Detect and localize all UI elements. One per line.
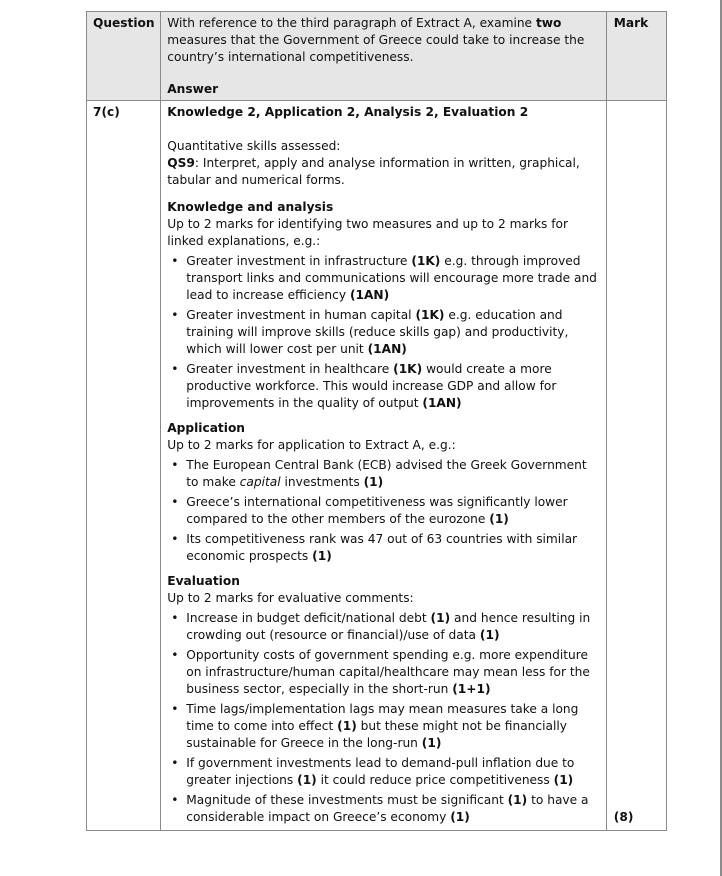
question-emphasis: two <box>535 16 562 30</box>
section-intro: Up to 2 marks for evaluative comments: <box>167 591 414 605</box>
list-item <box>167 792 600 826</box>
mark-allocation: (1) <box>553 773 574 787</box>
question-text <box>167 15 600 66</box>
list-item <box>167 531 600 565</box>
section-heading: Knowledge and analysis <box>167 200 334 214</box>
question-number: 7(c) <box>93 105 120 119</box>
skills-heading: Knowledge 2, Application 2, Analysis 2, Evaluation 2 <box>167 105 529 119</box>
question-text-fragment: measures that the Government of Greece could take to increase the country’s international competitiveness. <box>167 33 585 64</box>
question-column-label: Question <box>93 16 155 30</box>
table-header-row <box>87 12 667 101</box>
bullet-text: Magnitude of these investments must be significant <box>186 793 508 807</box>
mark-allocation: (1) <box>489 512 509 526</box>
quant-skills-intro: Quantitative skills assessed: <box>167 139 341 153</box>
qs-code: QS9 <box>167 156 195 170</box>
mark-header-cell <box>606 12 666 101</box>
marking-sections <box>167 199 600 826</box>
total-mark: (8) <box>613 810 634 824</box>
bullet-text: investments <box>280 475 364 489</box>
bullet-text: If government investments lead to demand-pull inflation due to greater injections <box>186 756 575 787</box>
emphasis-text: capital <box>239 475 281 489</box>
bullet-list <box>167 253 600 412</box>
section-heading: Evaluation <box>167 574 240 588</box>
mark-cell <box>606 101 666 831</box>
question-header-cell <box>87 12 161 101</box>
list-item <box>167 307 600 358</box>
bullet-text: and hence resulting in crowding out (resource or financial)/use of data <box>186 611 591 642</box>
section-intro: Up to 2 marks for identifying two measures and up to 2 marks for linked explanations, e.g.: <box>167 217 569 248</box>
list-item <box>167 253 600 304</box>
bullet-text: Its competitiveness rank was 47 out of 63 countries with similar economic prospects <box>186 532 578 563</box>
list-item <box>167 755 600 789</box>
bullet-text: it could reduce price competitiveness <box>316 773 554 787</box>
question-number-cell <box>87 101 161 831</box>
bullet-text: Greece’s international competitiveness was significantly lower compared to the other members of the eurozone <box>186 495 568 526</box>
mark-allocation: (1K) <box>411 254 441 268</box>
marking-section <box>167 199 600 412</box>
mark-allocation: (1K) <box>415 308 445 322</box>
mark-allocation: (1+1) <box>452 682 491 696</box>
mark-allocation: (1) <box>430 611 451 625</box>
list-item <box>167 494 600 528</box>
mark-allocation: (1AN) <box>349 288 390 302</box>
bullet-text: would create a more productive workforce. This would increase GDP and allow for improvements in the quality of output <box>186 362 557 410</box>
mark-allocation: (1) <box>421 736 442 750</box>
question-text-cell <box>161 12 607 101</box>
bullet-text: Increase in budget deficit/national debt <box>186 611 431 625</box>
mark-allocation: (1K) <box>393 362 423 376</box>
mark-allocation: (1) <box>507 793 528 807</box>
mark-scheme-table <box>86 11 667 831</box>
answer-cell <box>161 101 607 831</box>
list-item <box>167 701 600 752</box>
mark-allocation: (1) <box>337 719 357 733</box>
section-intro: Up to 2 marks for application to Extract A, e.g.: <box>167 438 456 452</box>
table-row <box>87 101 667 831</box>
bullet-text: to have a considerable impact on Greece’s economy <box>186 793 589 824</box>
section-heading: Application <box>167 421 245 435</box>
mark-allocation: (1) <box>479 628 500 642</box>
bullet-text: but these might not be financially sustainable for Greece in the long-run <box>186 719 567 750</box>
mark-allocation: (1) <box>363 475 384 489</box>
list-item <box>167 610 600 644</box>
mark-allocation: (1AN) <box>422 396 462 410</box>
question-text-fragment: With reference to the third paragraph of Extract A, examine <box>167 16 536 30</box>
marking-section <box>167 573 600 826</box>
qs-text: : Interpret, apply and analyse information in written, graphical, tabular and numerical forms. <box>167 156 580 187</box>
bullet-list <box>167 610 600 826</box>
quant-skill-line <box>167 155 600 189</box>
bullet-list <box>167 457 600 565</box>
bullet-text: Greater investment in healthcare <box>186 362 394 376</box>
list-item <box>167 457 600 491</box>
marking-section <box>167 420 600 565</box>
list-item <box>167 647 600 698</box>
list-item <box>167 361 600 412</box>
bullet-text: Greater investment in infrastructure <box>186 254 412 268</box>
mark-column-label: Mark <box>613 16 649 30</box>
bullet-text: The European Central Bank (ECB) advised the Greek Government to make <box>186 458 587 489</box>
mark-allocation: (1) <box>312 549 332 563</box>
bullet-text: Time lags/implementation lags may mean measures take a long time to come into effect <box>186 702 579 733</box>
mark-allocation: (1AN) <box>367 342 407 356</box>
mark-allocation: (1) <box>450 810 470 824</box>
bullet-text: e.g. education and training will improve skills (reduce skills gap) and productivity, which will lower cost per unit <box>186 308 569 356</box>
bullet-text: Greater investment in human capital <box>186 308 416 322</box>
mark-allocation: (1) <box>297 773 317 787</box>
bullet-text: e.g. through improved transport links and communications will encourage more trade and lead to increase efficiency <box>186 254 597 302</box>
answer-label: Answer <box>167 82 219 96</box>
bullet-text: Opportunity costs of government spending e.g. more expenditure on infrastructure/human capital/healthcare may mean less for the business sector, especially in the short-run <box>186 648 590 696</box>
